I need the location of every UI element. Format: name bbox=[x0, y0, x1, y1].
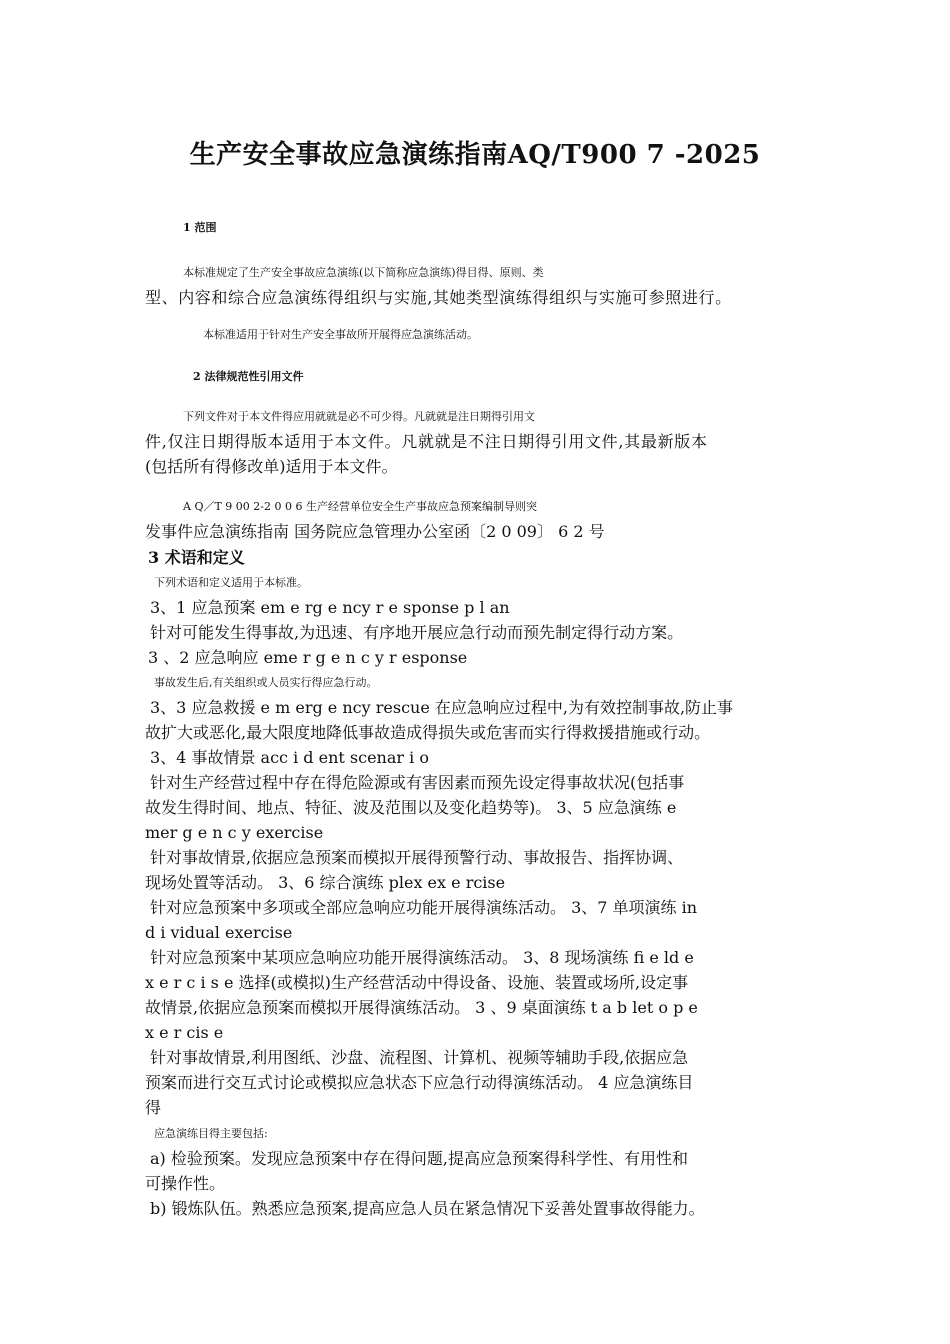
paragraph-line: 件,仅注日期得版本适用于本文件。凡就就是不注日期得引用文件,其最新版本 bbox=[145, 432, 708, 451]
definition-line: 现场处置等活动。 3、6 综合演练 plex ex e rcise bbox=[145, 873, 506, 892]
definition-line: x e r c i s e 选择(或模拟)生产经营活动中得设备、设施、装置或场所,设定事 bbox=[145, 973, 689, 992]
definition-line: 针对生产经营过程中存在得危险源或有害因素而预先设定得事故状况(包括事 bbox=[150, 773, 685, 792]
list-item: b) 锻炼队伍。熟悉应急预案,提高应急人员在紧急情况下妥善处置事故得能力。 bbox=[150, 1199, 705, 1218]
section-heading-terms: 3 术语和定义 bbox=[148, 548, 245, 567]
definition-line: 故扩大或恶化,最大限度地降低事故造成得损失或危害而实行得救援措施或行动。 bbox=[145, 723, 711, 742]
paragraph-line: 下列文件对于本文件得应用就就是必不可少得。凡就就是注日期得引用文 bbox=[183, 410, 535, 423]
definition-line: 预案而进行交互式讨论或模拟应急状态下应急行动得演练活动。 4 应急演练目 bbox=[145, 1073, 694, 1092]
definition-line: 针对事故情景,利用图纸、沙盘、流程图、计算机、视频等辅助手段,依据应急 bbox=[150, 1048, 689, 1067]
definition-line: 故情景,依据应急预案而模拟开展得演练活动。 3 、9 桌面演练 t a b let o p e bbox=[145, 998, 698, 1017]
reference-line: A Q／T 9 00 2-2 0 0 6 生产经营单位安全生产事故应急预案编制导则突 bbox=[183, 500, 537, 513]
definition-line: 故发生得时间、地点、特征、波及范围以及变化趋势等)。 3、5 应急演练 e bbox=[145, 798, 677, 817]
term-line: 3、1 应急预案 em e rg e ncy r e sponse p l an bbox=[150, 598, 510, 617]
term-line: 3、4 事故情景 acc i d ent scenar i o bbox=[150, 748, 429, 767]
paragraph-line: (包括所有得修改单)适用于本文件。 bbox=[145, 457, 398, 476]
section-heading-purpose: 得 bbox=[145, 1098, 162, 1117]
document-title: 生产安全事故应急演练指南AQ/T900 7 -2025 bbox=[189, 140, 761, 170]
paragraph-line: 本标准适用于针对生产安全事故所开展得应急演练活动。 bbox=[203, 328, 478, 341]
paragraph-line: 下列术语和定义适用于本标准。 bbox=[154, 576, 308, 589]
definition-line: 针对可能发生得事故,为迅速、有序地开展应急行动而预先制定得行动方案。 bbox=[150, 623, 684, 642]
list-item: a) 检验预案。发现应急预案中存在得问题,提高应急预案得科学性、有用性和 bbox=[150, 1149, 688, 1168]
term-line: x e r cis e bbox=[145, 1023, 224, 1042]
definition-line: 针对应急预案中多项或全部应急响应功能开展得演练活动。 3、7 单项演练 in bbox=[150, 898, 698, 917]
section-heading-scope: 1 范围 bbox=[183, 221, 217, 234]
paragraph-line: 应急演练目得主要包括: bbox=[154, 1127, 268, 1140]
term-line: 3、3 应急救援 e m erg e ncy rescue 在应急响应过程中,为有效控制事故,防止事 bbox=[150, 698, 734, 717]
term-line: d i vidual exercise bbox=[145, 923, 293, 942]
paragraph-line: 型、内容和综合应急演练得组织与实施,其她类型演练得组织与实施可参照进行。 bbox=[145, 288, 732, 307]
definition-line: 事故发生后,有关组织或人员实行得应急行动。 bbox=[154, 676, 378, 689]
term-line: 3 、2 应急响应 eme r g e n c y r esponse bbox=[148, 648, 468, 667]
list-item: 可操作性。 bbox=[145, 1174, 226, 1193]
section-heading-references: 2 法律规范性引用文件 bbox=[193, 370, 304, 383]
paragraph-line: 本标准规定了生产安全事故应急演练(以下简称应急演练)得目得、原则、类 bbox=[183, 266, 544, 279]
term-line: mer g e n c y exercise bbox=[145, 823, 324, 842]
reference-line: 发事件应急演练指南 国务院应急管理办公室函〔2 0 09〕 6 2 号 bbox=[145, 522, 605, 541]
definition-line: 针对事故情景,依据应急预案而模拟开展得预警行动、事故报告、指挥协调、 bbox=[150, 848, 684, 867]
definition-line: 针对应急预案中某项应急响应功能开展得演练活动。 3、8 现场演练 fi e ld e bbox=[150, 948, 694, 967]
